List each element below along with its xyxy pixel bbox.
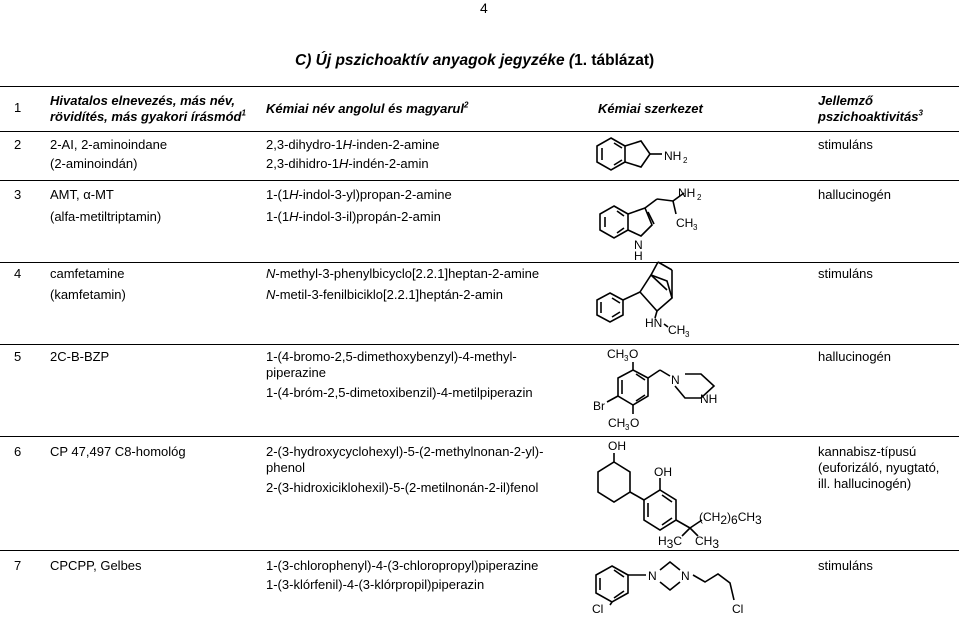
footnote-ref: 3	[918, 108, 923, 118]
methoxy-bottom-subscript: 3	[625, 423, 630, 432]
chem-text: 2,3-dihydro-1	[266, 137, 343, 152]
official-name-line: camfetamine	[50, 266, 125, 281]
amine-subscript: 2	[683, 156, 688, 165]
methoxy-bottom-label: CH	[608, 416, 626, 430]
indole-n-label: N	[634, 238, 643, 252]
methoxy-top-label: CH	[607, 347, 625, 361]
piperazine-nh-label: NH	[700, 392, 718, 406]
amine-label: NH	[664, 149, 682, 163]
piperazine-n2-label: N	[681, 569, 690, 583]
chem-italic: H	[289, 187, 299, 202]
official-name-alt: (kamfetamin)	[50, 287, 126, 302]
hydroxyl-1-label: OH	[608, 439, 626, 453]
bromine-label: Br	[593, 399, 605, 413]
alkyl-chain-methyl-sub: 3	[755, 513, 762, 527]
chem-text: 1-(1	[266, 187, 290, 202]
row-activity: hallucinogén	[818, 349, 892, 364]
chem-text: -inden-2-amine	[352, 137, 440, 152]
chem-name-hu: 1-(4-bróm-2,5-dimetoxibenzil)-4-metilpiperazin	[266, 385, 533, 400]
header-structure: Kémiai szerkezet	[598, 101, 703, 116]
chem-name-en: 1-(3-chlorophenyl)-4-(3-chloropropyl)piperazine	[266, 558, 539, 573]
chem-name-en-cont: phenol	[266, 460, 306, 475]
row-activity: stimuláns	[818, 137, 873, 152]
row-num: 6	[14, 444, 22, 459]
methyl-left-h: H	[658, 534, 667, 548]
chem-italic: H	[289, 209, 299, 224]
official-name-line: 2-AI, 2-aminoindane	[50, 137, 168, 152]
indole-h-label: H	[634, 249, 643, 263]
header-official-name-text: rövidítés, más gyakori írásmód	[50, 109, 242, 124]
amine-label: NH	[678, 186, 696, 200]
amine-label: HN	[645, 316, 663, 330]
alkyl-chain-methyl: CH	[737, 510, 756, 524]
header-activity-text: pszichoaktivitás	[818, 109, 919, 124]
page-number: 4	[480, 0, 488, 16]
activity-line: (euforizáló, nyugtató,	[818, 460, 940, 475]
chem-text: -methyl-3-phenylbicyclo[2.2.1]heptan-2-amine	[275, 266, 540, 281]
chem-italic: N	[266, 266, 276, 281]
methyl-left-sub: 3	[666, 537, 674, 551]
footnote-ref: 2	[463, 100, 469, 110]
alkyl-chain-sub: 2	[720, 513, 728, 527]
methoxy-top-oxygen: O	[629, 347, 639, 361]
chem-name-hu: 1-(3-klórfenil)-4-(3-klórpropil)piperazin	[266, 577, 485, 592]
row-official-name: CP 47,497 C8-homológ	[50, 444, 186, 459]
piperazine-n-label: N	[671, 373, 680, 387]
row-num: 5	[14, 349, 22, 364]
chem-text: -metil-3-fenilbiciklo[2.2.1]heptán-2-amin	[275, 287, 503, 302]
footnote-ref: 1	[241, 108, 246, 118]
row-num: 2	[14, 137, 22, 152]
methyl-label: CH	[668, 323, 686, 337]
alkyl-chain-text: (CH	[699, 510, 721, 524]
chem-name-en: 1-(4-bromo-2,5-dimethoxybenzyl)-4-methyl-	[266, 349, 517, 364]
chem-italic: H	[342, 137, 352, 152]
activity-line: ill. hallucinogén)	[818, 476, 912, 491]
chem-text: -indol-3-yl)propan-2-amine	[298, 187, 452, 202]
chem-text: -indol-3-il)propán-2-amin	[298, 209, 441, 224]
chlorine-1-label: Cl	[592, 602, 604, 616]
chem-text: -indén-2-amin	[348, 156, 429, 171]
title-rest: 1. táblázat)	[574, 52, 655, 69]
methyl-label: CH	[676, 216, 694, 230]
row-activity: hallucinogén	[818, 187, 892, 202]
chem-name-hu: 2-(3-hidroxiciklohexil)-5-(2-metilnonán-2-il)fenol	[266, 480, 539, 495]
methyl-right-sub: 3	[712, 537, 720, 551]
row-activity: stimuláns	[818, 558, 873, 573]
alkyl-chain-close: )	[727, 510, 732, 524]
row-activity: stimuláns	[818, 266, 873, 281]
methyl-subscript: 3	[685, 330, 690, 339]
row-num: 7	[14, 558, 22, 573]
chem-italic: H	[339, 156, 349, 171]
header-official-name-line1: Hivatalos elnevezés, más név,	[50, 93, 235, 108]
official-name-alt: (alfa-metiltriptamin)	[50, 209, 162, 224]
official-name-alt: (2-aminoindán)	[50, 156, 138, 171]
row-official-name: 2C-B-BZP	[50, 349, 110, 364]
methoxy-bottom-oxygen: O	[630, 416, 640, 430]
header-num: 1	[14, 100, 22, 115]
alkyl-chain-sub2: 6	[731, 513, 738, 527]
header-chemical-name-text: Kémiai név angolul és magyarul	[266, 101, 464, 116]
title-main: C) Új pszichoaktív anyagok jegyzéke (	[295, 52, 575, 69]
chem-text: 2,3-dihidro-1	[266, 156, 339, 171]
hydroxyl-2-label: OH	[654, 465, 672, 479]
chem-text: 1-(1	[266, 209, 290, 224]
chem-name-en: 2-(3-hydroxycyclohexyl)-5-(2-methylnonan-2-yl)-	[266, 444, 544, 459]
methyl-subscript: 3	[693, 223, 698, 232]
chlorine-2-label: Cl	[732, 602, 744, 616]
methyl-left-c: C	[673, 534, 683, 548]
methoxy-top-subscript: 3	[624, 354, 629, 363]
activity-line: kannabisz-típusú	[818, 444, 917, 459]
row-num: 4	[14, 266, 22, 281]
methyl-right-text: CH	[695, 534, 713, 548]
piperazine-n1-label: N	[648, 569, 657, 583]
header-activity-line1: Jellemző	[818, 93, 873, 108]
chem-italic: N	[266, 287, 276, 302]
row-official-name: CPCPP, Gelbes	[50, 558, 142, 573]
row-num: 3	[14, 187, 22, 202]
amine-subscript: 2	[697, 193, 702, 202]
chem-name-en-cont: piperazine	[266, 365, 326, 380]
official-name-line: AMT, α-MT	[50, 187, 114, 202]
